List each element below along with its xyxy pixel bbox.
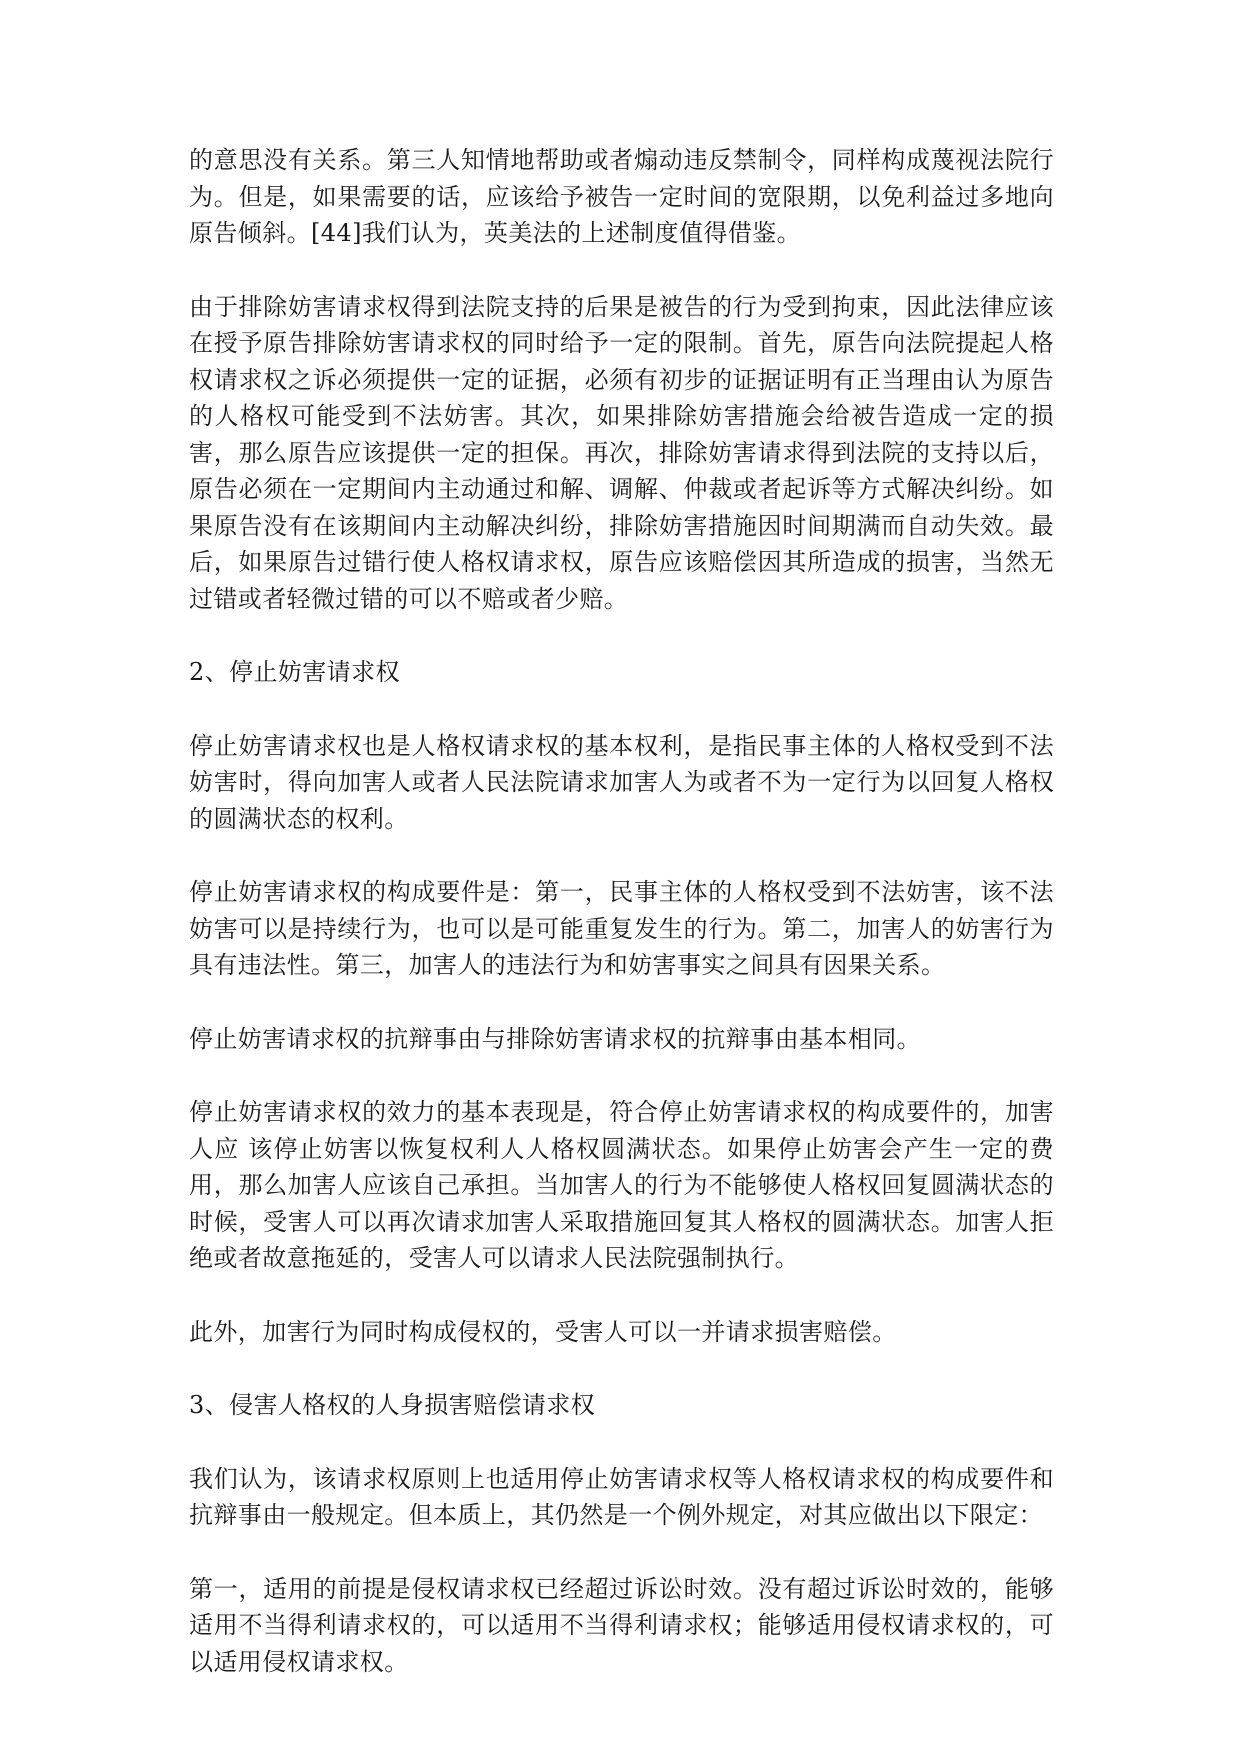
paragraph-contempt-of-court: 的意思没有关系。第三人知情地帮助或者煽动违反禁制令，同样构成蔑视法院行为。但是，如果需要的话，应该给予被告一定时间的宽限期，以免利益过多地向原告倾斜。[44]我们认为，英美法的上述制度值得借鉴。 xyxy=(189,146,1054,247)
paragraph-removal-limits: 由于排除妨害请求权得到法院支持的后果是被告的行为受到拘束，因此法律应该在授予原告排除妨害请求权的同时给予一定的限制。首先，原告向法院提起人格权请求权之诉必须提供一定的证据，必须有初步的证据证明有正当理由认为原告的人格权可能受到不法妨害。其次，如果排除妨害措施会给被告造成一定的损害，那么原告应该提供一定的担保。再次，排除妨害请求得到法院的支持以后，原告必须在一定期间内主动通过和解、调解、仲裁或者起诉等方式解决纠纷。如果原告没有在该期间内主动解决纠纷，排除妨害措施因时间期满而自动失效。最后，如果原告过错行使人格权请求权，原告应该赔偿因其所造成的损害，当然无过错或者轻微过错的可以不赔或者少赔。 xyxy=(189,292,1054,613)
paragraph-personal-injury-scope: 我们认为，该请求权原则上也适用停止妨害请求权等人格权请求权的构成要件和抗辩事由一般规定。但本质上，其仍然是一个例外规定，对其应做出以下限定： xyxy=(189,1464,1054,1529)
paragraph-stop-interference-elements: 停止妨害请求权的构成要件是：第一，民事主体的人格权受到不法妨害，该不法妨害可以是持续行为，也可以是可能重复发生的行为。第二，加害人的妨害行为具有违法性。第三，加害人的违法行为和妨害事实之间具有因果关系。 xyxy=(189,878,1054,979)
paragraph-stop-interference-defenses: 停止妨害请求权的抗辩事由与排除妨害请求权的抗辩事由基本相同。 xyxy=(189,1024,921,1053)
document-page xyxy=(189,142,1054,1717)
paragraph-stop-interference-definition: 停止妨害请求权也是人格权请求权的基本权利，是指民事主体的人格权受到不法妨害时，得向加害人或者人民法院请求加害人为或者不为一定行为以回复人格权的圆满状态的权利。 xyxy=(189,731,1054,833)
paragraph-first-limitation: 第一，适用的前提是侵权请求权已经超过诉讼时效。没有超过诉讼时效的，能够适用不当得利请求权的，可以适用不当得利请求权；能够适用侵权请求权的，可以适用侵权请求权。 xyxy=(189,1574,1054,1676)
section-heading-stop-interference: 2、停止妨害请求权 xyxy=(189,658,400,686)
paragraph-damages-joinder: 此外，加害行为同时构成侵权的，受害人可以一并请求损害赔偿。 xyxy=(189,1317,897,1346)
section-heading-personal-injury: 3、侵害人格权的人身损害赔偿请求权 xyxy=(189,1391,596,1419)
paragraph-stop-interference-effect: 停止妨害请求权的效力的基本表现是，符合停止妨害请求权的构成要件的，加害人应 该停止妨害以恢复权利人人格权圆满状态。如果停止妨害会产生一定的费用，那么加害人应该自己承担。当加害人的行为不能够使人格权回复圆满状态的时候，受害人可以再次请求加害人采取措施回复其人格权的圆满状态。加害人拒绝或者故意拖延的，受害人可以请求人民法院强制执行。 xyxy=(189,1098,1054,1272)
